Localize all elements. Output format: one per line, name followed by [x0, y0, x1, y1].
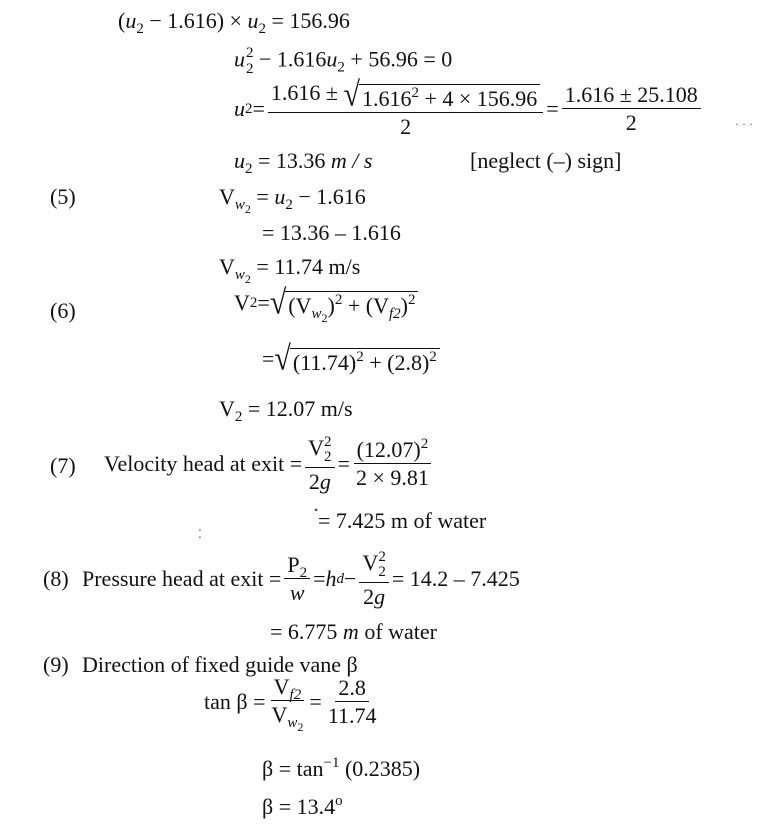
scan-speck: ⁚: [198, 527, 202, 541]
equation-line-17: $\beta = \tan^{-1} (0.2385)$: [262, 755, 421, 781]
equation-line-5: $V_{w_2} = u_2 - 1.616$: [219, 184, 366, 216]
equation-line-3: u 2 = 1.616 ± √ $1.616^2 + 4 \times 156.96$ 2 = $\frac{1.616 \pm 25.108}{2}$: [234, 80, 704, 138]
pressure-fraction: $\frac{P_2}{w}$: [284, 554, 310, 604]
equation-line-14: = 6.775 m of water: [270, 619, 437, 644]
equation-line-15: Direction of fixed guide vane β: [82, 652, 358, 677]
equation-line-12: = 7.425 m of water: [318, 508, 487, 533]
equation-line-4: $u_2 = 13.36$ m / s: [234, 148, 373, 177]
head-fraction: V 2 2 2g: [359, 550, 388, 608]
scan-speck: •: [314, 503, 319, 517]
equation-line-2: u 2 2 − $1.616u_2 + 56.96 = 0$: [234, 45, 453, 77]
equation-line-13: Pressure head at exit = $\frac{P_2}{w}$ = h d − V 2 2 2g = 14.2 – 7.425: [82, 549, 520, 609]
equation-line-8: V 2 = √ $(V_{w_2})^2 + (V_{f2})^2$: [234, 288, 418, 318]
square-root: √ $(V_{w_2})^2 + (V_{f2})^2$: [270, 288, 419, 318]
step-label-7: (7): [50, 453, 76, 478]
quadratic-fraction: 1.616 ± √ $1.616^2 + 4 \times 156.96$ 2: [268, 80, 543, 138]
equation-line-10: $V_2 = 12.07$ m/s: [219, 396, 353, 425]
neglect-note: [neglect (–) sign]: [470, 148, 622, 173]
equation-line-16: tan β = $\frac{V_{f2}}{V_{w_2}}$ = $\frac{2.8}{11.74}$: [204, 676, 383, 727]
step-label-9: (9): [43, 652, 69, 677]
result-fraction: $\frac{1.616 \pm 25.108}{2}$: [562, 84, 701, 134]
step-label-5: (5): [50, 184, 76, 209]
step-label-6: (6): [50, 298, 76, 323]
equation-line-18: $\beta = 13.4^o$: [262, 793, 343, 819]
step-label-8: (8): [43, 566, 69, 591]
tan-value-fraction: $\frac{2.8}{11.74}$: [327, 674, 377, 728]
velocity-fraction: V 2 2 2g: [305, 435, 334, 493]
scan-speck: · · ·: [735, 117, 753, 131]
square-root: √ $1.616^2 + 4 \times 156.96$: [344, 80, 541, 110]
square-root: √ $(11.74)^2 + (2.8)^2$: [274, 344, 439, 374]
equation-line-6: = 13.36 – 1.616: [262, 220, 401, 245]
velocity-value-fraction: $\frac{(12.07)^2}{2 \times 9.81}$: [353, 439, 432, 489]
equation-line-1: $(u_2 - 1.616) \times u_2 = 156.96$: [118, 8, 350, 37]
equation-line-11: Velocity head at exit = V 2 2 2g = $\frac{(12.07)^2}{2 \times 9.81}$: [104, 435, 435, 493]
equation-line-9: = √ $(11.74)^2 + (2.8)^2$: [262, 344, 440, 374]
equation-line-7: $V_{w_2} = 11.74$ m/s: [219, 254, 361, 286]
tan-fraction: $\frac{V_{f2}}{V_{w_2}}$: [271, 674, 304, 734]
